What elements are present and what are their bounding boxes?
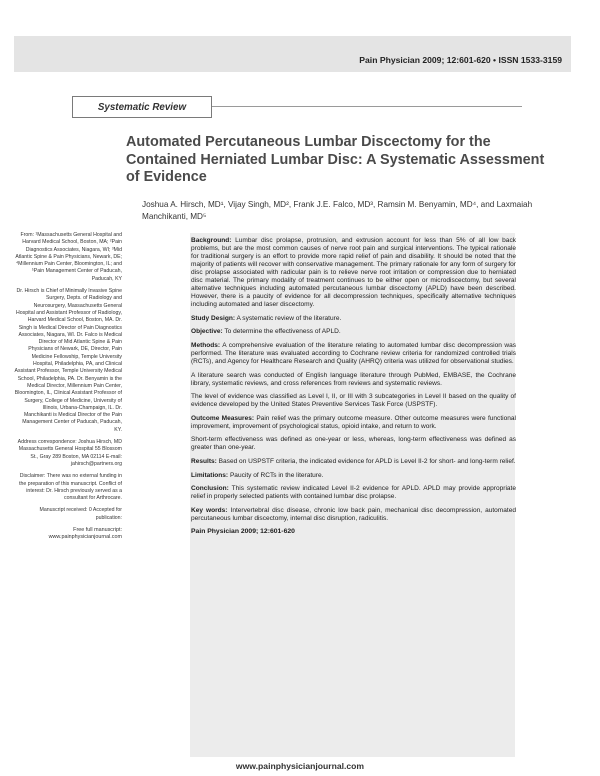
author-bios: Dr. Hirsch is Chief of Minimally Invasive Spine Surgery, Depts. of Radiology and Neurosurgery, Massachusetts General Hospital and Assistant Professor of Radiology, Harvard Medical School, Boston, MA. Dr. Singh is Medical Director of Pain Diagnostics Associates, Niagara, WI. Dr. Falco is Medical Director of Mid Atlantic Spine & Pain Physicians of Newark, DE, Director, Pain Medicine Fellowship, Temple University Hospital, Philadelphia, PA, and Clinical Assistant Professor, Temple University Medical School, Philadelphia, PA. Dr. Benyamin is the Medical Director, Millennium Pain Center, Bloomington, IL, Clinical Assistant Professor of Surgery, College of Medicine, University of Illinois, Urbana-Champaign, IL. Dr. Manchikanti is Medical Director of the Pain Management Center of Paducah, Paducah, KY.	[14, 288, 122, 433]
abstract-design: Study Design: A systematic review of the literature.	[191, 314, 342, 322]
article-type-rule	[212, 106, 522, 107]
free-manuscript-link[interactable]: Free full manuscript: www.painphysicianjournal.com	[48, 526, 122, 541]
abstract-objective: Objective: To determine the effectiveness of APLD.	[191, 328, 341, 336]
abstract-keywords: Key words: Intervertebral disc disease, chronic low back pain, mechanical disc decompression, automated percutaneous lumbar discectomy, internal disc disruption, radiculitis.	[191, 506, 517, 522]
abstract-background: Background: Lumbar disc prolapse, protrusion, and extrusion account for less than 5% of all low back problems, but are the most common causes of nerve root pain and surgical interventions. The typical rationale for traditional surgery is an effort to provide more rapid relief of pain and disability. It should be noted that the majority of patients will recover with conservative management. The primary rationale for any form of surgery for disc prolapse associated with radicular pain is to relieve nerve root irritation or compression due to herniated disc material. The primary modality of treatment continues to be either open or microdiscectomy, but several alternative techniques including automated percutaneous lumbar discectomy (APLD) have been described. However, there is a paucity of evidence for all decompression techniques, specifically alternative techniques including automated and laser discectomy.	[191, 237, 516, 309]
author-list: Joshua A. Hirsch, MD¹, Vijay Singh, MD², Frank J.E. Falco, MD³, Ramsin M. Benyamin, MD⁴, and Laxmaiah Manchikanti, MD⁵	[142, 200, 533, 221]
header-band	[14, 36, 571, 72]
manuscript-dates: Manuscript received: 0 Accepted for publication:	[39, 507, 122, 521]
journal-citation: Pain Physician 2009; 12:601-620 • ISSN 1533-3159	[359, 55, 562, 65]
article-title: Automated Percutaneous Lumbar Discectomy for the Contained Herniated Lumbar Disc: A Systematic Assessment of Evidence	[126, 134, 545, 185]
abstract-outcome-2: Short-term effectiveness was defined as one-year or less, whereas, long-term effectiveness was defined as greater than one-year.	[191, 436, 516, 452]
label: Background:	[191, 237, 232, 244]
abstract-conclusion: Conclusion: This systematic review indicated Level II-2 evidence for APLD. APLD may provide appropriate relief in properly selected patients with contained lumbar disc prolapse.	[191, 485, 516, 501]
affiliations: From: ¹Massachusetts General Hospital and Harvard Medical School, Boston, MA; ²Pain Diagnostics Associates, Niagara, WI; ³Mid Atlantic Spine & Pain Physicians, Newark, DE; ⁴Millennium Pain Center, Bloomington, IL; and ⁵Pain Management Center of Paducah, Paducah, KY	[15, 232, 122, 282]
correspondence: Address correspondence: Joshua Hirsch, MD Massachusetts General Hospital 55 Blossom St., Gray 289 Boston, MA 02114 E-mail: jahirsch@partners.org	[17, 439, 122, 467]
sidebar	[14, 232, 122, 547]
abstract-text	[191, 237, 516, 542]
article-type-label: Systematic Review	[72, 96, 212, 118]
footer-url[interactable]: www.painphysicianjournal.com	[235, 761, 365, 771]
abstract-citation: Pain Physician 2009; 12:601-620	[191, 528, 295, 536]
abstract-methods: Methods: A comprehensive evaluation of the literature relating to automated lumbar disc decompression was performed. The literature was evaluated according to Cochrane review criteria for randomized controlled trials (RCTs), and Agency for Healthcare Research and Quality (AHRQ) criteria was utilized for observational studies.	[191, 342, 516, 366]
abstract-limitations: Limitations: Paucity of RCTs in the literature.	[191, 471, 324, 479]
abstract-methods-2: A literature search was conducted of English language literature through PubMed, EMBASE, the Cochrane library, systematic reviews, and cross references from reviews and systematic reviews.	[191, 371, 516, 387]
abstract-results: Results: Based on USPSTF criteria, the indicated evidence for APLD is Level II-2 for short- and long-term relief.	[191, 458, 516, 466]
abstract-methods-3: The level of evidence was classified as Level I, II, or III with 3 subcategories in Level II based on the quality of evidence developed by the United States Preventive Services Task Force (USPSTF).	[191, 393, 516, 409]
disclaimer: Disclaimer: There was no external funding in the preparation of this manuscript. Conflict of interest: Dr. Hirsch previously served as a consultant for Arthrocare.	[19, 473, 122, 502]
abstract-outcome: Outcome Measures: Pain relief was the primary outcome measure. Other outcome measures were functional improvement, improvement of psychological status, opioid intake, and return to work.	[191, 414, 516, 430]
